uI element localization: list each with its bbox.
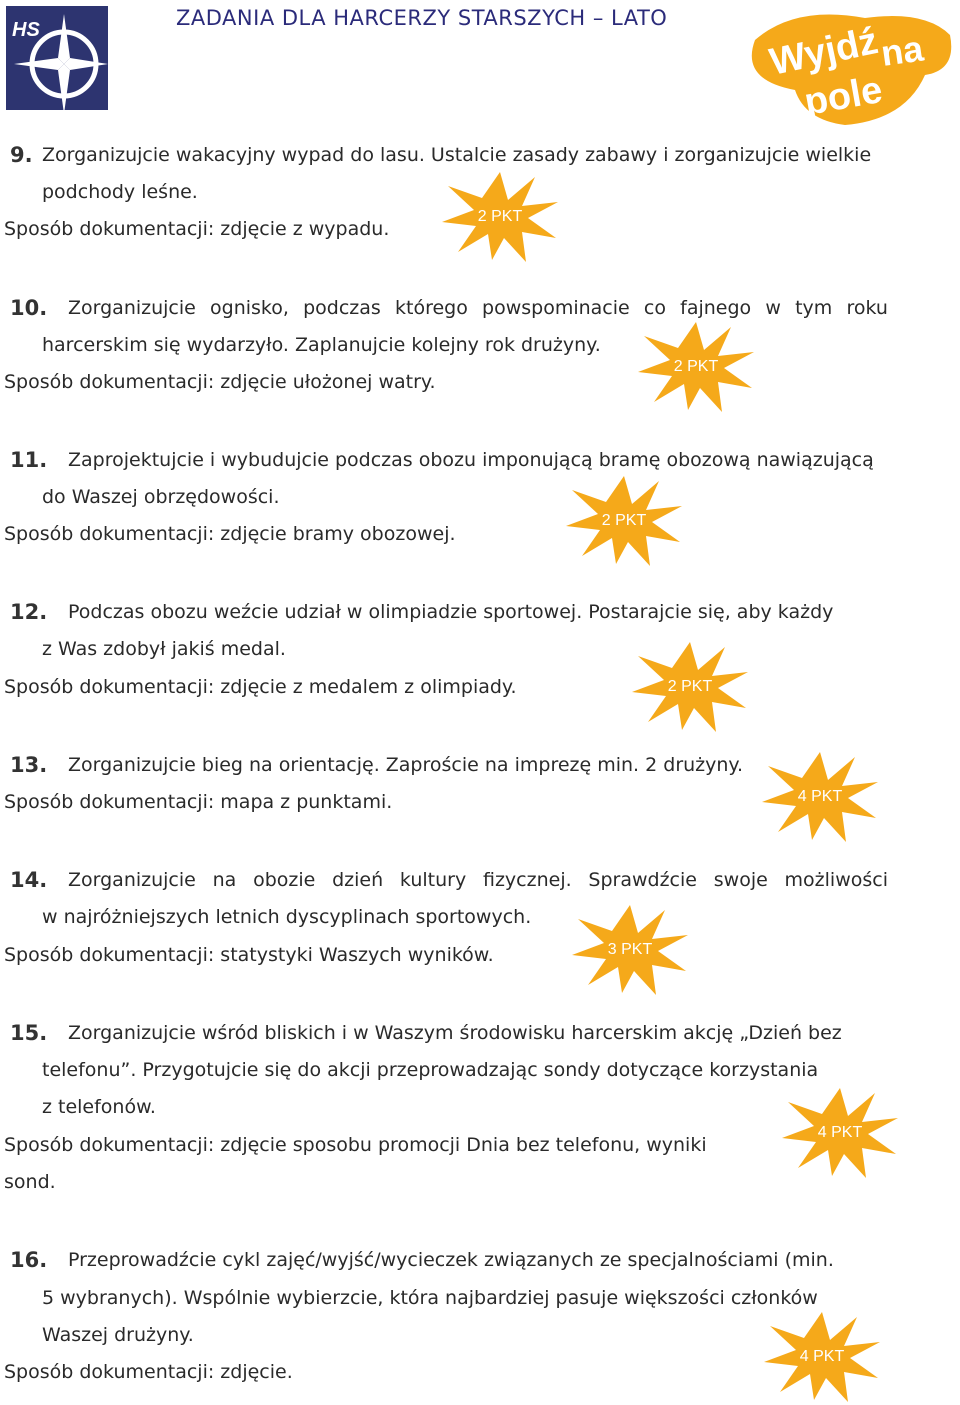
header-title: ZADANIA DLA HARCERZY STARSZYCH – LATO (176, 6, 668, 30)
task-14-line-1 (68, 868, 888, 892)
wyjdz-na-pole-logo (735, 0, 960, 130)
word: Zorganizujcie (68, 297, 196, 319)
word: tym (795, 297, 833, 319)
task-16-number: 16. (10, 1248, 48, 1272)
logo-left-text: HS (12, 19, 40, 41)
task-12-points-badge (630, 642, 750, 732)
word: podczas (303, 297, 381, 319)
task-15-line-1: Zorganizujcie wśród bliskich i w Waszym środowisku harcerskim akcję „Dzień bez (68, 1022, 842, 1044)
task-15-points: 4 PKT (817, 1124, 863, 1141)
word: roku (846, 297, 888, 319)
task-16-doc: Sposób dokumentacji: zdjęcie. (4, 1361, 293, 1383)
task-13-number: 13. (10, 753, 48, 777)
task-13-points: 4 PKT (797, 788, 843, 805)
word: Sprawdźcie (588, 869, 697, 891)
compass-star-icon (6, 6, 108, 110)
task-16-line-2: 5 wybranych). Wspólnie wybierzcie, która najbardziej pasuje większości członków (42, 1287, 818, 1309)
task-14-doc: Sposób dokumentacji: statystyki Waszych wyników. (4, 944, 494, 966)
task-15-points-badge (780, 1088, 900, 1178)
task-12-doc: Sposób dokumentacji: zdjęcie z medalem z olimpiady. (4, 676, 517, 698)
task-15-line-3: z telefonów. (42, 1096, 156, 1118)
word: którego (395, 297, 468, 319)
task-14-points: 3 PKT (607, 941, 653, 958)
hs-logo (6, 6, 108, 110)
task-9-points-badge (440, 172, 560, 262)
task-10-points: 2 PKT (673, 358, 719, 375)
task-16-line-1: Przeprowadźcie cykl zajęć/wyjść/wycieczek związanych ze specjalnościami (min. (68, 1249, 834, 1271)
task-13-line-1: Zorganizujcie bieg na orientację. Zaproście na imprezę min. 2 drużyny. (68, 754, 744, 776)
word: możliwości (784, 869, 888, 891)
task-13-points-badge (760, 752, 880, 842)
word: kultury (399, 869, 467, 891)
word: Zorganizujcie (68, 869, 196, 891)
word: ognisko, (210, 297, 289, 319)
task-15-number: 15. (10, 1021, 48, 1045)
task-10-line-1 (68, 296, 888, 320)
task-16-points-badge (762, 1312, 882, 1402)
word: na (212, 869, 237, 891)
logo-right-line1: Wyjdź (766, 20, 882, 84)
task-11-points-badge (564, 476, 684, 566)
task-11-line-2: do Waszej obrzędowości. (42, 486, 280, 508)
task-9-doc: Sposób dokumentacji: zdjęcie z wypadu. (4, 218, 390, 240)
task-9-number: 9. (10, 143, 33, 167)
task-12-line-1: Podczas obozu weźcie udział w olimpiadzie sportowej. Postarajcie się, aby każdy (68, 601, 834, 623)
word: dzień (332, 869, 384, 891)
word: fizycznej. (482, 869, 572, 891)
task-12-points: 2 PKT (667, 678, 713, 695)
logo-right-line3: pole (801, 68, 886, 124)
task-11-line-1: Zaprojektujcie i wybudujcie podczas obozu imponującą bramę obozową nawiązującą (68, 449, 874, 471)
task-13-doc: Sposób dokumentacji: mapa z punktami. (4, 791, 393, 813)
logo-right-line2: na (878, 27, 926, 74)
task-16-points: 4 PKT (799, 1348, 845, 1365)
word: co (643, 297, 666, 319)
word: swoje (713, 869, 768, 891)
word: fajnego (680, 297, 752, 319)
task-14-line-2: w najróżniejszych letnich dyscyplinach sportowych. (42, 906, 532, 928)
task-9-points: 2 PKT (477, 208, 523, 225)
task-14-number: 14. (10, 868, 48, 892)
task-11-doc: Sposób dokumentacji: zdjęcie bramy obozowej. (4, 523, 456, 545)
task-9-line-1: Zorganizujcie wakacyjny wypad do lasu. Ustalcie zasady zabawy i zorganizujcie wielkie (42, 144, 872, 166)
task-14-points-badge (570, 905, 690, 995)
task-10-doc: Sposób dokumentacji: zdjęcie ułożonej watry. (4, 371, 436, 393)
word: obozie (253, 869, 316, 891)
task-16-line-3: Waszej drużyny. (42, 1324, 194, 1346)
task-10-line-2: harcerskim się wydarzyło. Zaplanujcie kolejny rok drużyny. (42, 334, 601, 356)
task-11-number: 11. (10, 448, 48, 472)
task-15-line-2: telefonu”. Przygotujcie się do akcji przeprowadzając sondy dotyczące korzystania (42, 1059, 819, 1081)
task-11-points: 2 PKT (601, 512, 647, 529)
task-15-doc-2: sond. (4, 1171, 56, 1193)
task-12-line-2: z Was zdobył jakiś medal. (42, 638, 286, 660)
task-15-doc: Sposób dokumentacji: zdjęcie sposobu promocji Dnia bez telefonu, wyniki (4, 1134, 707, 1156)
task-10-number: 10. (10, 296, 48, 320)
word: w (765, 297, 781, 319)
task-12-number: 12. (10, 600, 48, 624)
word: powspominacie (482, 297, 630, 319)
task-10-points-badge (636, 322, 756, 412)
task-9-line-2: podchody leśne. (42, 181, 198, 203)
